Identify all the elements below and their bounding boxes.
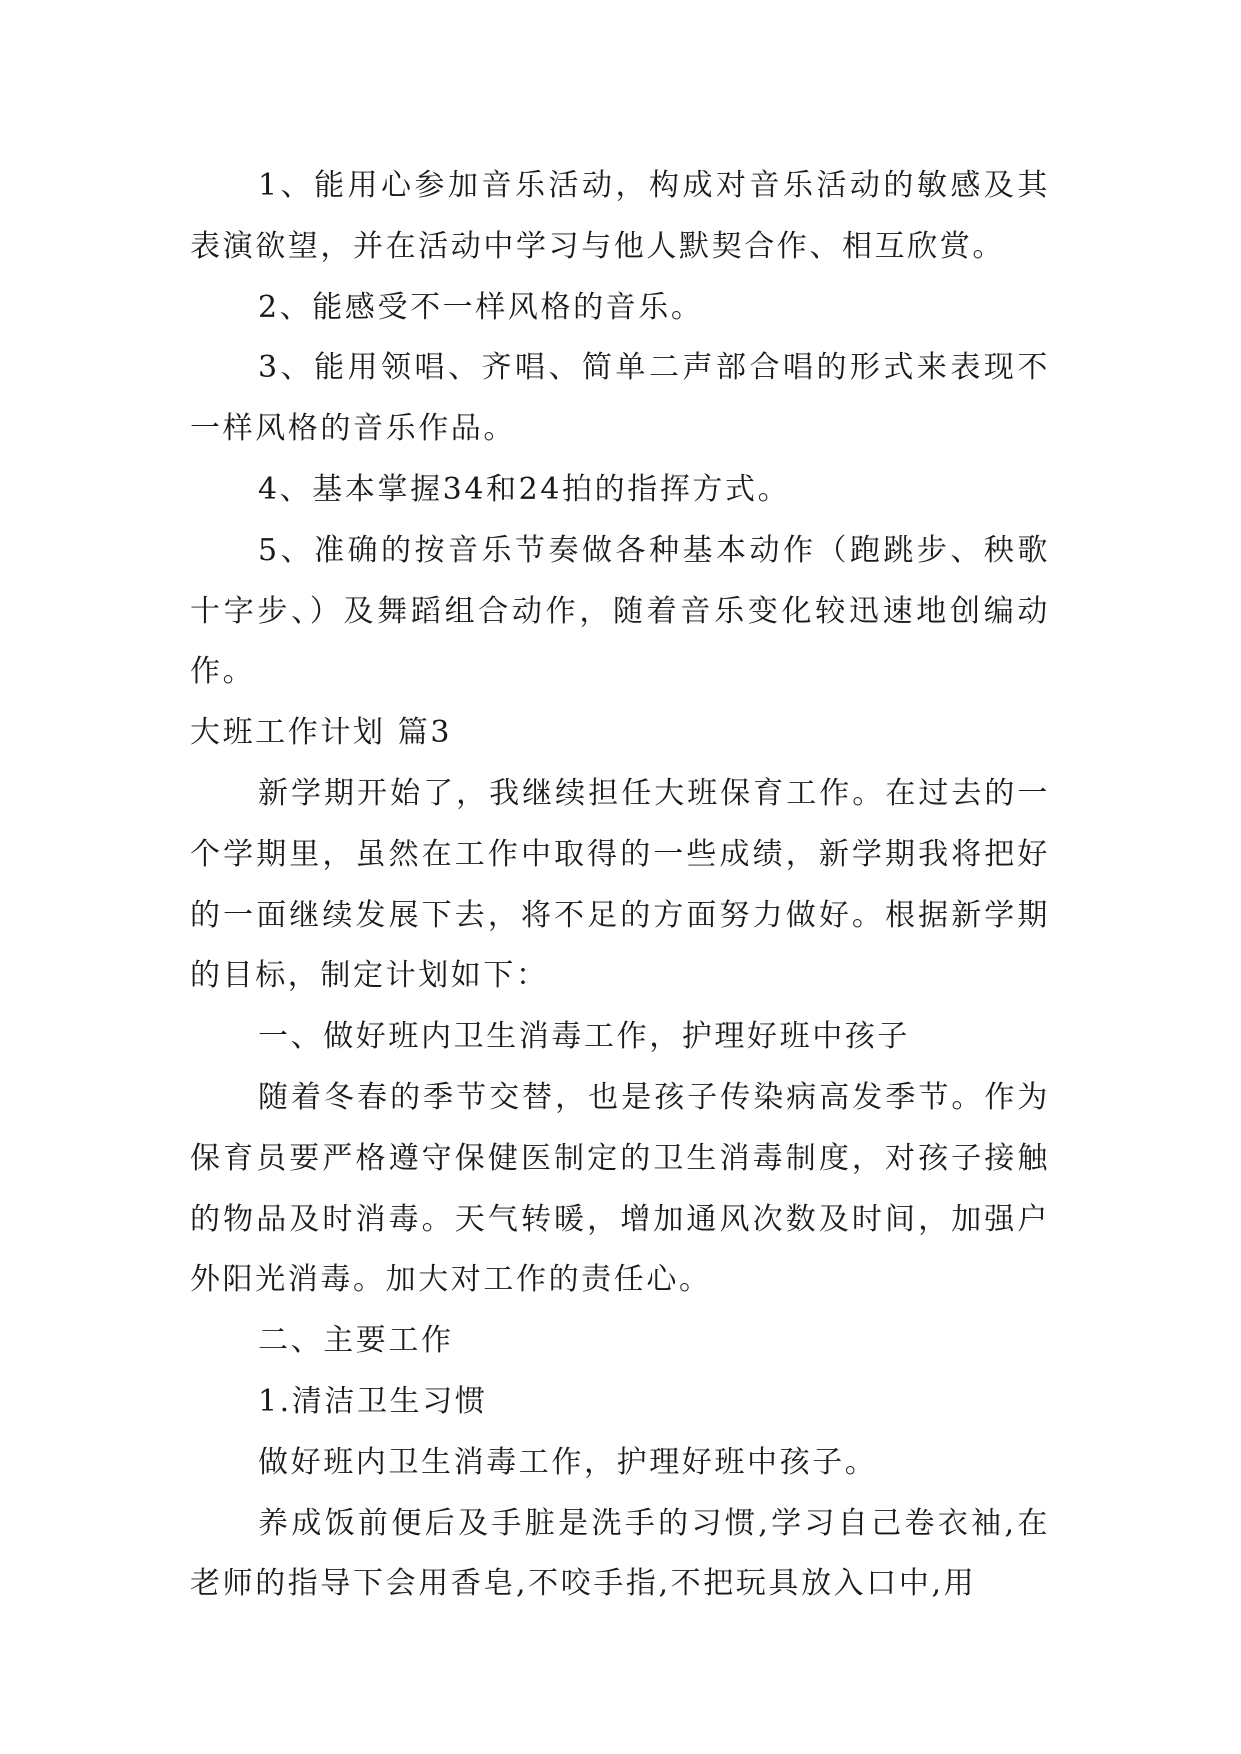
paragraph-goal-1: 1、能用心参加音乐活动，构成对音乐活动的敏感及其表演欲望，并在活动中学习与他人默契合作、相互欣赏。	[190, 168, 1050, 264]
paragraph-intro: 新学期开始了，我继续担任大班保育工作。在过去的一个学期里，虽然在工作中取得的一些成绩，新学期我将把好的一面继续发展下去，将不足的方面努力做好。根据新学期的目标，制定计划如下：	[190, 775, 1050, 994]
paragraph-item-title: 1.清洁卫生习惯	[258, 1383, 488, 1419]
paragraph-hygiene: 随着冬春的季节交替，也是孩子传染病高发季节。作为保育员要严格遵守保健医制定的卫生消毒制度，对孩子接触的物品及时消毒。天气转暖，增加通风次数及时间，加强户外阳光消毒。加大对工作的责任心。	[190, 1079, 1050, 1298]
paragraph-item-text: 做好班内卫生消毒工作，护理好班中孩子。	[258, 1444, 878, 1480]
section-heading: 大班工作计划 篇3	[190, 715, 453, 751]
paragraph-subheading-2: 二、主要工作	[258, 1323, 454, 1359]
paragraph-habits: 养成饭前便后及手脏是洗手的习惯,学习自己卷衣袖,在老师的指导下会用香皂,不咬手指,不把玩具放入口中,用	[190, 1505, 1050, 1602]
paragraph-goal-4: 4、基本掌握34和24拍的指挥方式。	[258, 471, 791, 507]
paragraph-goal-3: 3、能用领唱、齐唱、简单二声部合唱的形式来表现不一样风格的音乐作品。	[190, 350, 1050, 447]
paragraph-goal-5: 5、准确的按音乐节奏做各种基本动作（跑跳步、秧歌十字步、）及舞蹈组合动作，随着音乐变化较迅速地创编动作。	[190, 532, 1050, 690]
paragraph-goal-2: 2、能感受不一样风格的音乐。	[258, 289, 704, 325]
paragraph-subheading-1: 一、做好班内卫生消毒工作，护理好班中孩子	[258, 1019, 910, 1055]
document-body	[190, 156, 1050, 1615]
